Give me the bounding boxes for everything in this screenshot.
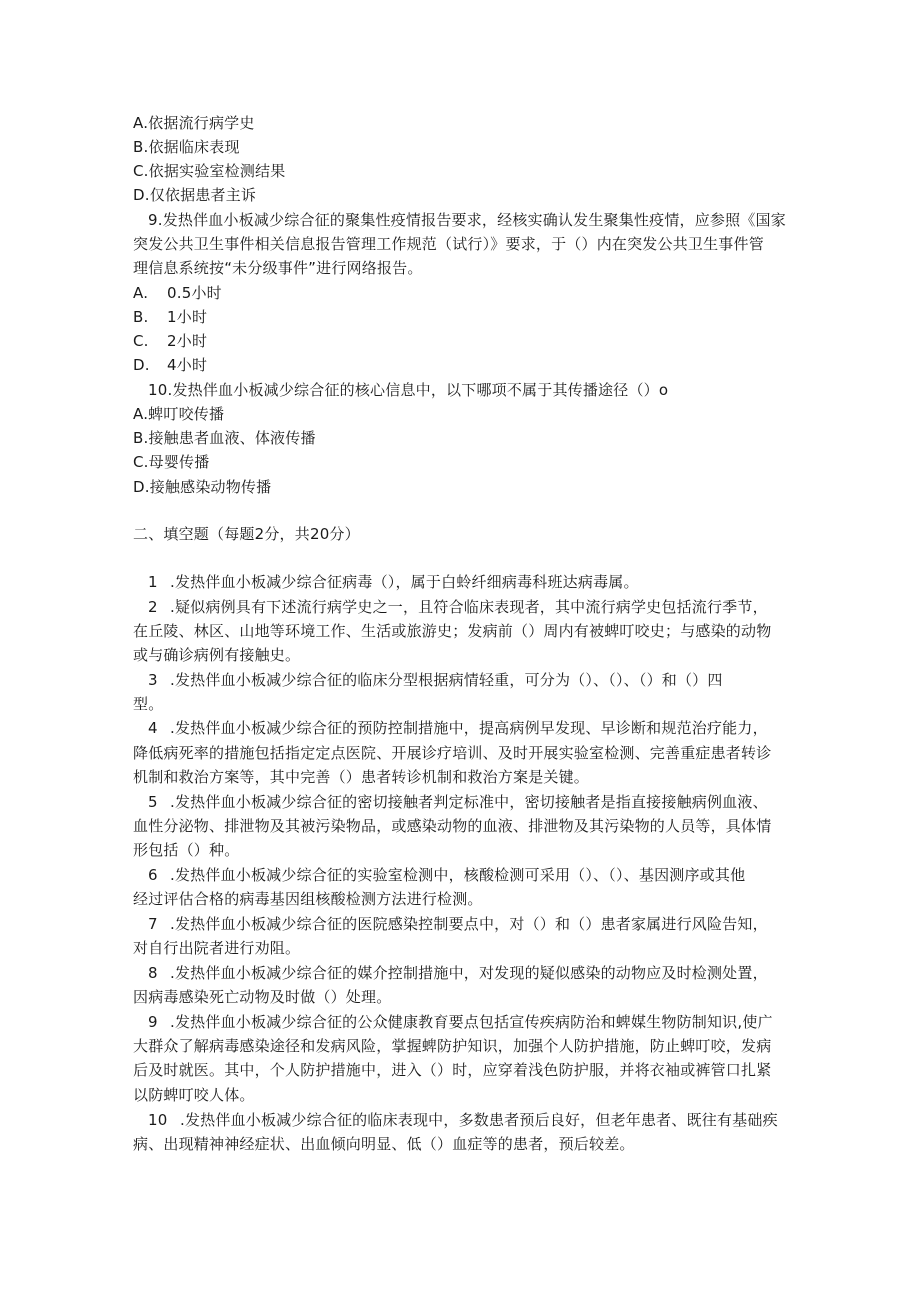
q9-option-a: [133, 283, 222, 303]
q9-text-line: 突发公共卫生事件相关信息报告管理工作规范（试行）》要求，于（）内在突发公共卫生事件管: [133, 235, 764, 253]
option-text: 0.5小时: [167, 284, 222, 302]
question-number: 3: [148, 671, 158, 689]
option-text: 1小时: [167, 308, 208, 326]
fill-q9-line: 大群众了解病毒感染途径和发病风险，掌握蜱防护知识，加强个人防护措施，防止蜱叮咬，发病: [133, 1037, 772, 1055]
fill-q5-line: [148, 792, 768, 812]
question-number: 8: [148, 964, 158, 982]
fill-q9-line: 后及时就医。其中，个人防护措施中，进入（）时，应穿着浅色防护服，并将衣袖或裤管口扎紧: [133, 1061, 772, 1079]
question-text: .发热伴血小板减少综合征的预防控制措施中，提高病例早发现、早诊断和规范治疗能力，: [170, 719, 768, 737]
fill-q4-line: 机制和救治方案等，其中完善（）患者转诊机制和救治方案是关键。: [133, 768, 590, 786]
fill-q3-line: 型。: [133, 695, 164, 713]
option-letter: B.: [133, 308, 149, 326]
question-number: 2: [148, 598, 158, 616]
fill-q4-line: [148, 718, 768, 738]
q9-option-b: [133, 307, 207, 327]
fill-q9-line: 以防蜱叮咬人体。: [133, 1086, 255, 1104]
fill-q1-line: [148, 572, 639, 592]
fill-q5-line: 血性分泌物、排泄物及其被污染物品，或感染动物的血液、排泄物及其污染物的人员等，具体情: [133, 817, 772, 835]
q10-option-b: B.接触患者血液、体液传播: [133, 429, 316, 447]
question-number: 9: [148, 1013, 158, 1031]
q10-option-d: D.接触感染动物传播: [133, 478, 272, 496]
fill-q2-line: 或与确诊病例有接触史。: [133, 646, 301, 664]
q9-option-c: [133, 331, 207, 351]
q8-option-a: A.依据流行病学史: [133, 114, 255, 132]
option-text: 2小时: [167, 332, 208, 350]
question-number: 5: [148, 793, 158, 811]
question-text: .发热伴血小板减少综合征的临床分型根据病情轻重，可分为（）、（）、（）和（）四: [170, 671, 723, 689]
q8-option-c: C.依据实验室检测结果: [133, 162, 286, 180]
q8-option-d: D.仅依据患者主诉: [133, 186, 257, 204]
q9-text-line: 9.发热伴血小板减少综合征的聚集性疫情报告要求，经核实确认发生聚集性疫情，应参照《国家: [148, 211, 786, 229]
fill-q6-line: [148, 865, 745, 885]
question-number: 7: [148, 915, 158, 933]
q10-option-c: C.母婴传播: [133, 453, 210, 471]
question-text: .发热伴血小板减少综合征的公众健康教育要点包括宣传疾病防治和蜱媒生物防制知识,使广: [170, 1013, 773, 1031]
question-number: 10: [148, 1111, 168, 1129]
fill-q4-line: 降低病死率的措施包括指定定点医院、开展诊疗培训、及时开展实验室检测、完善重症患者转诊: [133, 744, 772, 762]
question-number: 1: [148, 573, 158, 591]
fill-q8-line: 因病毒感染死亡动物及时做（）处理。: [133, 988, 392, 1006]
fill-q2-line: [148, 597, 768, 617]
fill-q6-line: 经过评估合格的病毒基因组核酸检测方法进行检测。: [133, 890, 483, 908]
option-letter: D.: [133, 356, 150, 374]
fill-q8-line: [148, 963, 768, 983]
fill-q7-line: [148, 914, 768, 934]
q9-option-d: [133, 355, 207, 375]
q8-option-b: B.依据临床表现: [133, 138, 240, 156]
q10-option-a: A.蜱叮咬传播: [133, 405, 225, 423]
fill-q3-line: [148, 670, 723, 690]
option-letter: C.: [133, 332, 149, 350]
fill-q5-line: 形包括（）种。: [133, 841, 240, 859]
fill-q2-line: 在丘陵、林区、山地等环境工作、生活或旅游史；发病前（）周内有被蜱叮咬史；与感染的动物: [133, 622, 772, 640]
fill-q9-line: [148, 1012, 773, 1032]
question-text: .发热伴血小板减少综合征的密切接触者判定标准中，密切接触者是指直接接触病例血液、: [170, 793, 768, 811]
q9-text-line: 理信息系统按“未分级事件”进行网络报告。: [133, 259, 423, 277]
fill-q10-line: [148, 1110, 778, 1130]
option-letter: A.: [133, 284, 149, 302]
question-text: .发热伴血小板减少综合征病毒（），属于白蛉纤细病毒科班达病毒属。: [170, 573, 639, 591]
question-text: .发热伴血小板减少综合征的实验室检测中，核酸检测可采用（）、（）、基因测序或其他: [170, 866, 746, 884]
fill-q10-line: 病、出现精神神经症状、出血倾向明显、低（）血症等的患者，预后较差。: [133, 1135, 635, 1153]
question-number: 6: [148, 866, 158, 884]
q10-text-line: 10.发热伴血小板减少综合征的核心信息中，以下哪项不属于其传播途径（）o: [148, 381, 669, 399]
question-number: 4: [148, 719, 158, 737]
question-text: .发热伴血小板减少综合征的临床表现中，多数患者预后良好，但老年患者、既往有基础疾: [180, 1111, 778, 1129]
section-heading: 二、填空题（每题2分，共20分）: [133, 525, 360, 543]
option-text: 4小时: [167, 356, 208, 374]
question-text: .疑似病例具有下述流行病学史之一，且符合临床表现者，其中流行病学史包括流行季节，: [170, 598, 768, 616]
question-text: .发热伴血小板减少综合征的医院感染控制要点中，对（）和（）患者家属进行风险告知，: [170, 915, 768, 933]
question-text: .发热伴血小板减少综合征的媒介控制措施中，对发现的疑似感染的动物应及时检测处置，: [170, 964, 768, 982]
fill-q7-line: 对自行出院者进行劝阻。: [133, 939, 301, 957]
